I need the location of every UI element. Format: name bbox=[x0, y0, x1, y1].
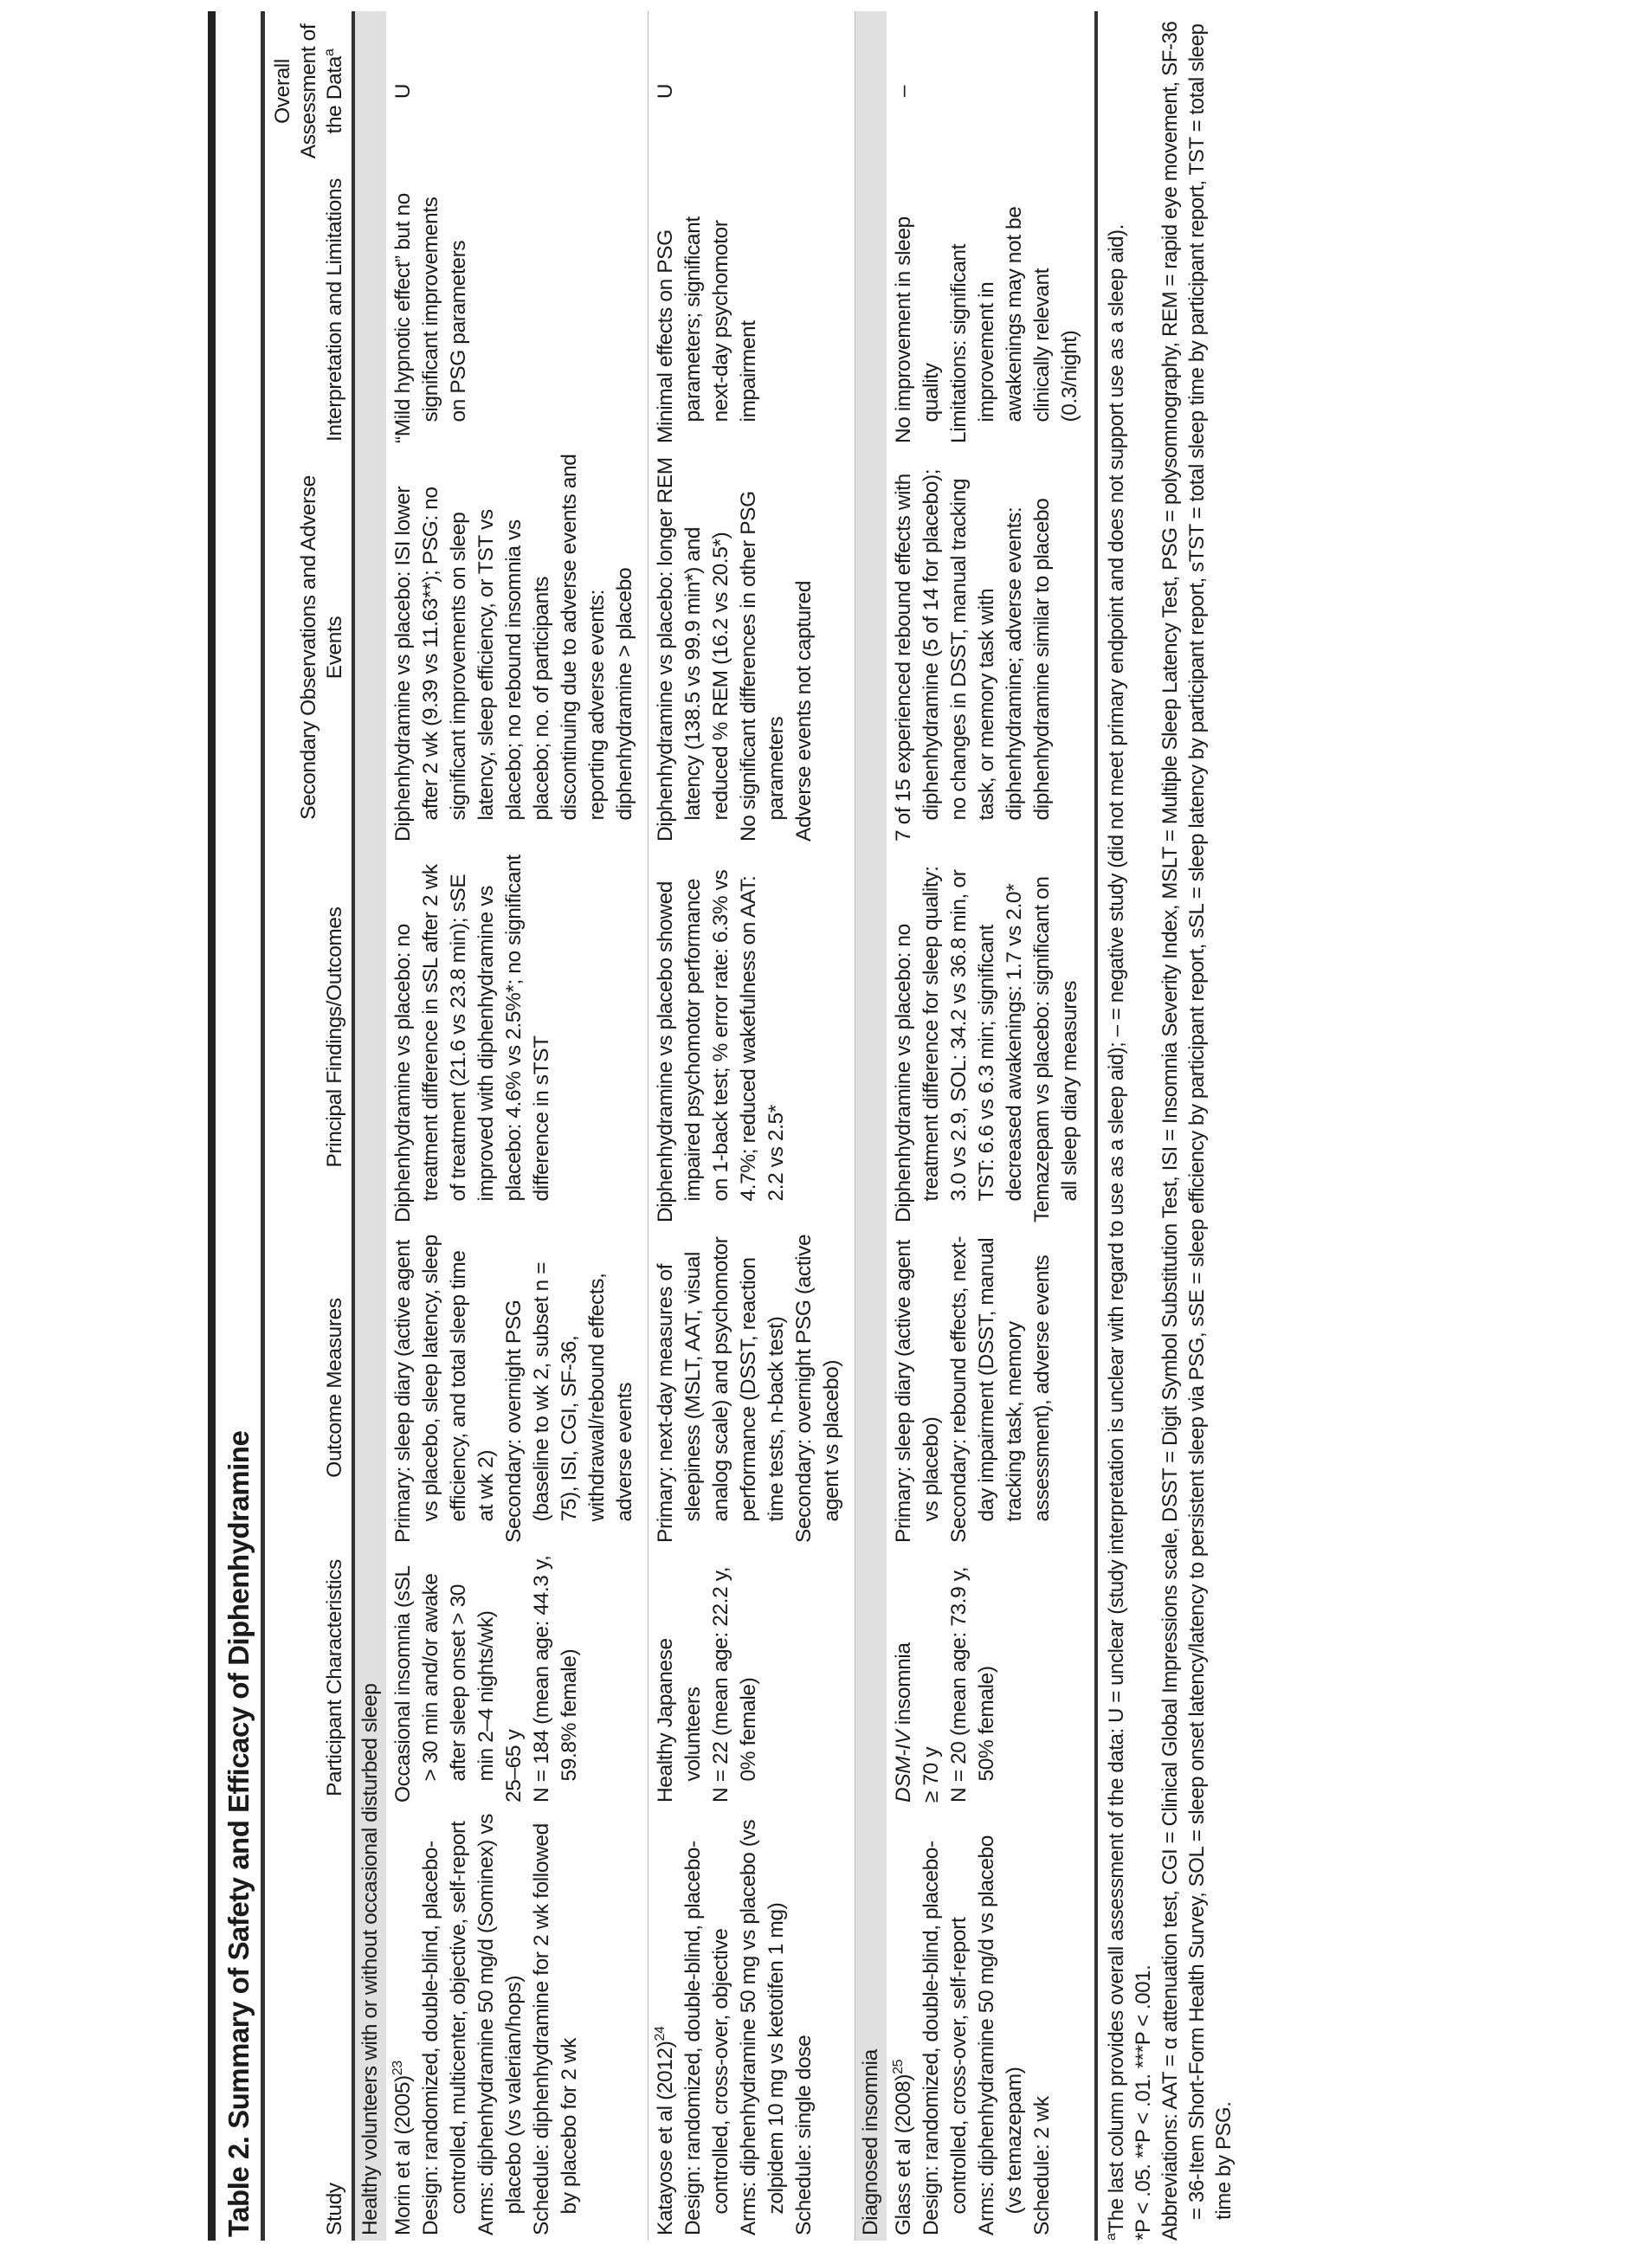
footnote-a-marker: a bbox=[1104, 2233, 1119, 2241]
study-name bbox=[390, 1813, 417, 2235]
header-secondary: Secondary Observations and Adverse Events bbox=[265, 448, 353, 847]
interpretation-cell bbox=[649, 171, 855, 448]
overall-cell: U bbox=[391, 83, 415, 100]
footnote-a bbox=[1103, 11, 1130, 2241]
section-row bbox=[855, 11, 887, 2241]
section-label: Healthy volunteers with or without occasional disturbed sleep bbox=[353, 11, 386, 2241]
interpretation-text: Limitations: significant improvement in awakenings may not be clinically relevant (0.3/night) bbox=[947, 206, 1081, 443]
secondary-cell bbox=[887, 448, 1093, 847]
outcome-primary: Primary: next-day measures of sleepiness (MSLT, AAT, visual analog scale) and psychomotor performance (DSST, reaction time tests, n-back test) bbox=[654, 1236, 788, 1543]
participant-line: Healthy Japanese volunteers bbox=[654, 1638, 705, 1803]
section-row bbox=[353, 11, 386, 2241]
overall-cell: – bbox=[892, 85, 915, 98]
outcome-secondary: Secondary: rebound effects, next-day impairment (DSST, manual tracking task, memory assessment), adverse events bbox=[947, 1235, 1054, 1543]
participant-cell bbox=[649, 1548, 855, 1808]
principal-cell bbox=[386, 847, 649, 1228]
participant-line: 25–65 y bbox=[502, 1729, 526, 1803]
outcome-secondary: Secondary: overnight PSG (active agent vs placebo) bbox=[792, 1234, 843, 1543]
outcome-primary: Primary: sleep diary (active agent vs placebo) bbox=[892, 1240, 943, 1543]
header-study: Study bbox=[265, 1808, 353, 2241]
study-design: Design: randomized, double-blind, placebo-controlled, cross-over, self-report bbox=[920, 1841, 971, 2235]
principal-finding: Diphenhydramine vs placebo: no treatment difference for sleep quality: 3.0 vs 2.9, SOL: 34.2 vs 36.8 min, or TST: 6.6 vs 6.3 min; significant decreased awakenings: 1.7 vs 2.0* bbox=[892, 866, 1026, 1222]
study-arms: Arms: diphenhydramine 50 mg/d (Sominex) vs placebo (vs valerian/hops) bbox=[474, 1813, 526, 2235]
diagnosis-criteria: DSM-IV bbox=[892, 1730, 915, 1803]
secondary-observation: Diphenhydramine vs placebo: longer REM latency (138.5 vs 99.9 min*) and reduced % REM (16.2 vs 20.5*) bbox=[654, 457, 732, 842]
secondary-cell bbox=[386, 448, 649, 847]
principal-finding: Diphenhydramine vs placebo showed impaired psychomotor performance on 1-back test; % error rate: 6.3% vs 4.7%; reduced wakefulness on AAT: 2.2 vs 2.5* bbox=[654, 869, 788, 1222]
interpretation-cell bbox=[887, 171, 1093, 448]
interpretation-text: Minimal effects on PSG parameters; significant next-day psychomotor impairment bbox=[654, 216, 760, 443]
participant-line bbox=[890, 1553, 918, 1803]
outcome-cell bbox=[386, 1228, 649, 1548]
principal-finding: Diphenhydramine vs placebo: no treatment difference in sSL after 2 wk of treatment (21.6 vs 23.8 min); sSE improved with diphenhydramine vs placebo: 4.6% vs 2.5%*; no significant difference in sTST bbox=[391, 855, 553, 1222]
secondary-observation: 7 of 15 experienced rebound effects with diphenhydramine (5 of 14 for placebo); no changes in DSST, manual tracking task, or memory task with diphenhydramine; adverse events: diphenhydramine similar to placebo bbox=[892, 468, 1054, 842]
table-container bbox=[208, 11, 1237, 2241]
header-interpretation: Interpretation and Limitations bbox=[265, 171, 353, 448]
outcome-primary: Primary: sleep diary (active agent vs placebo, sleep latency, sleep efficiency, and total sleep time at wk 2) bbox=[391, 1235, 498, 1543]
summary-table bbox=[265, 11, 1093, 2241]
footnote-abbreviations: Abbreviations: AAT = α attenuation test, CGI = Clinical Global Impressions scale, DSST = Digit Symbol Substitution Test, ISI = Insomnia Severity Index, MSLT = Multiple Sleep Latency Test, PSG = polysomnography, REM = rapid eye movement, SF-36 = 36-Item Short-Form Health Survey, SOL = sleep onset latency/latency to persistent sleep via PSG, sSE = sleep efficiency by participant report, sSL = sleep latency by participant report, sTST = total sleep time by participant report, TST = total sleep time by PSG. bbox=[1158, 21, 1236, 2241]
table-row bbox=[887, 11, 1093, 2241]
participant-line: ≥ 70 y bbox=[920, 1746, 943, 1803]
participant-line: N = 184 (mean age: 44.3 y, 59.8% female) bbox=[530, 1555, 581, 1803]
study-name-text: Glass et al (2008) bbox=[892, 2074, 915, 2235]
outcome-cell bbox=[649, 1228, 855, 1548]
table-row bbox=[649, 11, 855, 2241]
study-name-text: Katayose et al (2012) bbox=[654, 2041, 677, 2235]
header-overall bbox=[265, 11, 353, 171]
section-label: Diagnosed insomnia bbox=[855, 11, 887, 2241]
secondary-observation: No significant differences in other PSG parameters bbox=[737, 491, 788, 842]
participant-line: Occasional insomnia (sSL > 30 min and/or awake after sleep onset > 30 min 2–4 nights/wk) bbox=[391, 1566, 498, 1803]
study-arms: Arms: diphenhydramine 50 mg vs placebo (vs zolpidem 10 mg vs ketotifen 1 mg) bbox=[737, 1819, 788, 2235]
study-schedule: Schedule: diphenhydramine for 2 wk followed by placebo for 2 wk bbox=[530, 1823, 581, 2235]
footnote-a-text: The last column provides overall assessment of the data: U = unclear (study interpretation is unclear with regard to use as a sleep aid); – = negative study (did not meet primary endpoint and does not support use as a sleep aid). bbox=[1105, 224, 1128, 2234]
overall-cell: U bbox=[649, 11, 855, 171]
reference-number: 23 bbox=[390, 2061, 405, 2076]
header-row bbox=[265, 11, 353, 2241]
study-arms: Arms: diphenhydramine 50 mg/d vs placebo (vs temazepam) bbox=[975, 1835, 1026, 2235]
study-name-text: Morin et al (2005) bbox=[391, 2075, 415, 2235]
study-cell bbox=[386, 1808, 649, 2241]
header-participant: Participant Characteristics bbox=[265, 1548, 353, 1808]
secondary-observation: Diphenhydramine vs placebo: ISI lower after 2 wk (9.39 vs 11.63**); PSG: no significant improvements on sleep latency, sleep efficiency, or TST vs placebo; no rebound insomnia vs placebo; no. of participants discontinuing due to adverse events and reporting adverse events: diphenhydramine > placebo bbox=[391, 454, 636, 842]
study-cell bbox=[649, 1808, 855, 2241]
study-cell bbox=[887, 1808, 1093, 2241]
header-overall-label: Overall Assessment of the Data bbox=[271, 23, 346, 159]
outcome-cell bbox=[887, 1228, 1093, 1548]
table-footnotes bbox=[1094, 11, 1237, 2241]
principal-cell bbox=[887, 847, 1093, 1228]
participant-text: insomnia bbox=[892, 1642, 915, 1731]
study-design: Design: randomized, double-blind, placebo-controlled, multicenter, objective, self-report bbox=[419, 1821, 470, 2235]
study-schedule: Schedule: 2 wk bbox=[1030, 2096, 1054, 2235]
interpretation-text: No improvement in sleep quality bbox=[892, 216, 943, 443]
header-outcome: Outcome Measures bbox=[265, 1228, 353, 1548]
study-design: Design: randomized, double-blind, placebo-controlled, cross-over, objective bbox=[681, 1841, 732, 2235]
study-name bbox=[652, 1813, 680, 2235]
secondary-observation: Adverse events not captured bbox=[792, 580, 816, 842]
table-title: Table 2. Summary of Safety and Efficacy of Diphenhydramine bbox=[223, 1430, 255, 2237]
footnote-p-values: *P < .05. **P < .01. ***P < .001. bbox=[1132, 1964, 1155, 2241]
header-overall-sup: a bbox=[321, 48, 337, 57]
principal-finding: Temazepam vs placebo: significant on all sleep diary measures bbox=[1030, 876, 1081, 1222]
study-name bbox=[890, 1813, 918, 2235]
outcome-secondary: Secondary: overnight PSG (baseline to wk 2, subset n = 75), ISI, CGI, SF-36, withdrawal/rebound effects, adverse events bbox=[502, 1261, 636, 1543]
table-row bbox=[386, 11, 649, 2241]
table-title-bar bbox=[208, 11, 265, 2241]
interpretation-cell bbox=[386, 171, 649, 448]
participant-line: N = 22 (mean age: 22.2 y, 0% female) bbox=[709, 1566, 760, 1803]
participant-line: N = 20 (mean age: 73.9 y, 50% female) bbox=[947, 1566, 998, 1803]
participant-cell bbox=[887, 1548, 1093, 1808]
study-schedule: Schedule: single dose bbox=[792, 2035, 816, 2235]
secondary-cell bbox=[649, 448, 855, 847]
participant-cell bbox=[386, 1548, 649, 1808]
principal-cell bbox=[649, 847, 855, 1228]
reference-number: 25 bbox=[890, 2059, 906, 2074]
reference-number: 24 bbox=[652, 2026, 668, 2041]
interpretation-text: “Mild hypnotic effect” but no significant improvements on PSG parameters bbox=[391, 193, 470, 443]
header-principal: Principal Findings/Outcomes bbox=[265, 847, 353, 1228]
